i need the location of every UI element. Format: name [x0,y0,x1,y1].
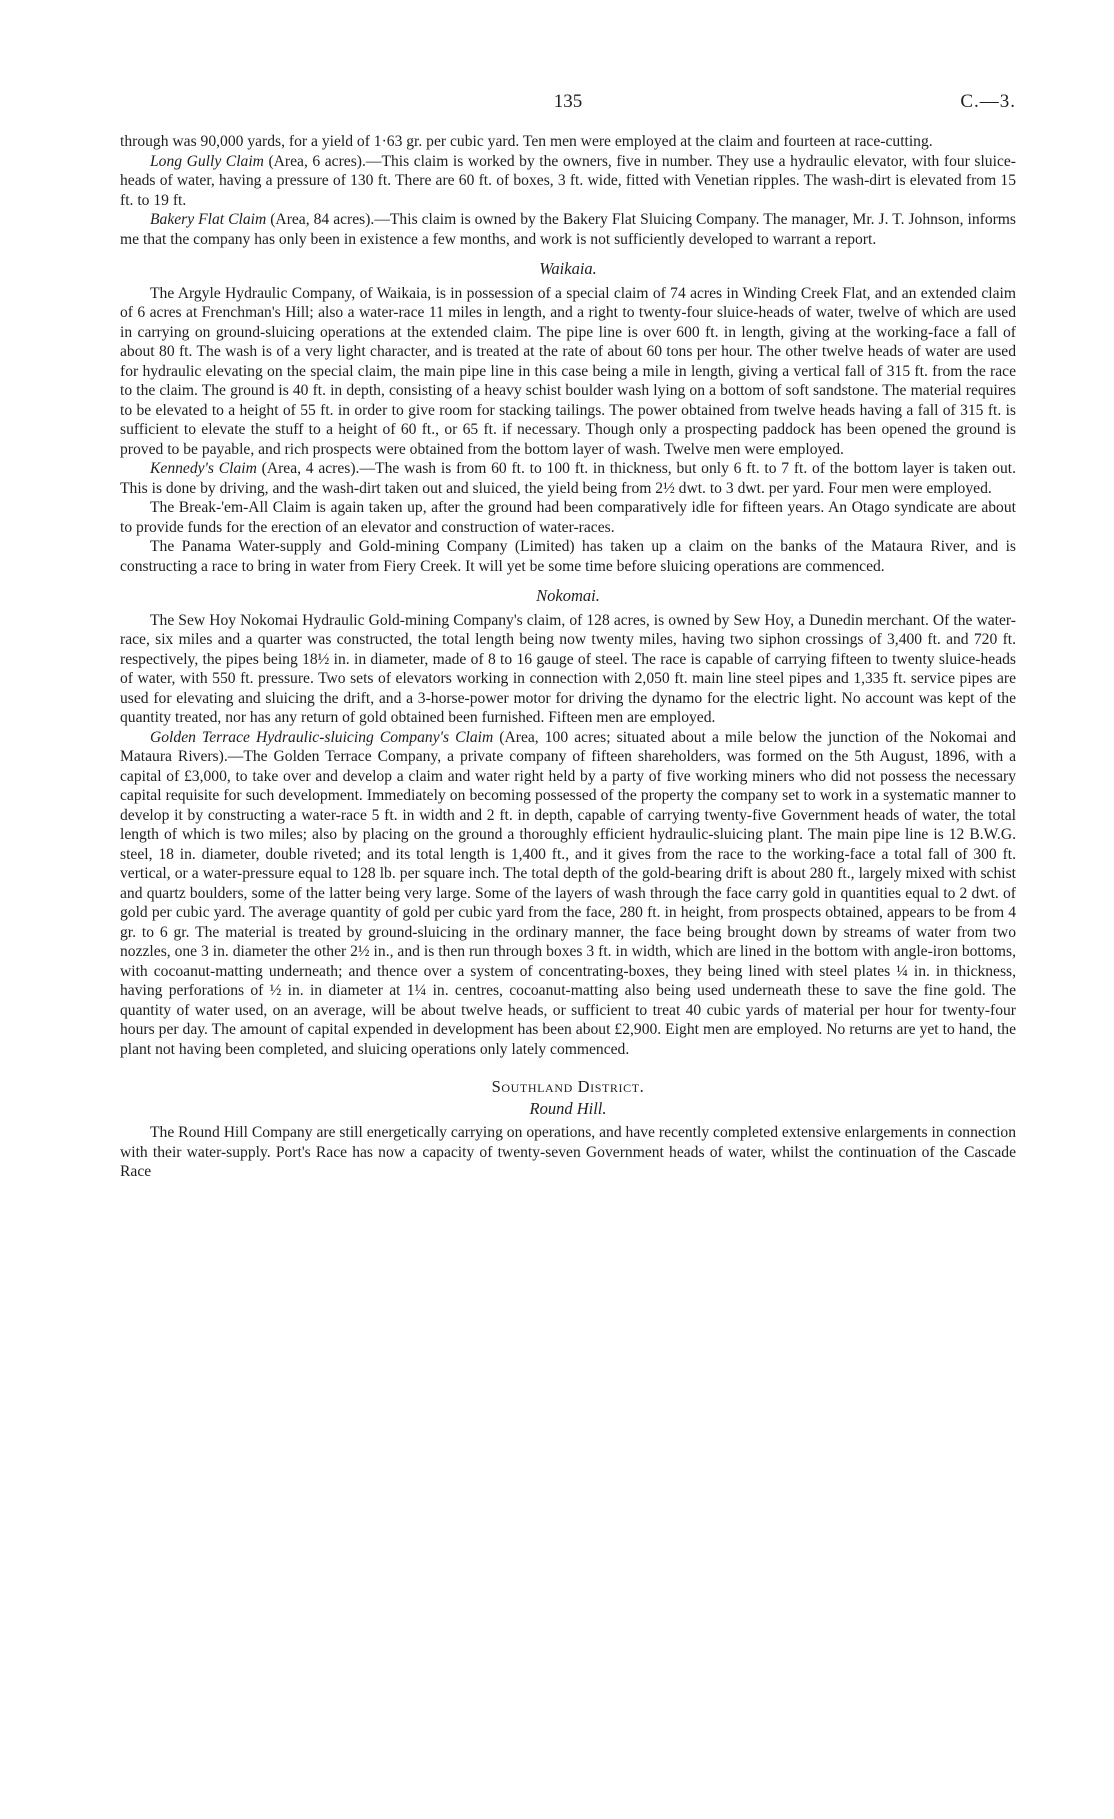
district-heading-southland: Southland District. [491,1077,645,1096]
claim-name-bakery-flat: Bakery Flat Claim [150,211,267,228]
section-heading-waikaia: Waikaia. [539,259,597,278]
paragraph-text: (Area, 4 acres).—The wash is from 60 ft. to 100 ft. in thickness, but only 6 ft. to 7 ft. of the bottom layer is taken out. This is done by driving, and the wash-dirt taken out and sluiced, the yield being from 2½ dwt. to 3 dwt. per yard. Four men were employed. [120,460,1016,497]
paragraph-panama-company: The Panama Water-supply and Gold-mining Company (Limited) has taken up a claim on the banks of the Mataura River, and is constructing a race to bring in water from Fiery Creek. It will yet be some time before sluicing operations are commenced. [120,538,1016,575]
page-number: 135 [553,91,583,112]
section-heading-nokomai: Nokomai. [536,586,600,605]
paragraph-text: (Area, 84 acres).—This claim is owned by the Bakery Flat Sluicing Company. The manager, Mr. J. T. Johnson, informs me that the company has only been in existence a few months, and work is not sufficiently developed to warrant a report. [120,211,1017,248]
paragraph-break-em-all: The Break-'em-All Claim is again taken up, after the ground had been comparatively idle for fifteen years. An Otago syndicate are about to provide funds for the erection of an elevator and construction of water-races. [120,499,1016,536]
page-header [120,92,1016,132]
claim-name-long-gully: Long Gully Claim [150,152,264,170]
paragraph-text: (Area, 6 acres).—This claim is worked by the owners, five in number. They use a hydraulic elevator, with four sluice-heads of water, having a pressure of 130 ft. There are 60 ft. of boxes, 3 ft. wide, fitted with Venetian ripples. The wash-dirt is elevated from 15 ft. to 19 ft. [120,152,1016,209]
paragraph-long-gully-claim [120,152,1016,211]
section-heading-round-hill: Round Hill. [529,1098,607,1118]
paragraph-golden-terrace [120,728,1016,1060]
paragraph-sew-hoy-nokomai: The Sew Hoy Nokomai Hydraulic Gold-mining Company's claim, of 128 acres, is owned by Sew Hoy, a Dunedin merchant. Of the water-race, six miles and a quarter was constructed, the total length being now twenty miles, having two siphon crossings of 3,400 ft. and 720 ft. respectively, the pipes being 18½ in. in diameter, made of 8 to 16 gauge of steel. The race is capable of carrying fifteen to twenty sluice-heads of water, with 550 ft. pressure. Two sets of elevators working in connection with 2,050 ft. main line steel pipes and 1,335 ft. service pipes are used for elevating and sluicing the drift, and a 3-horse-power motor for driving the dynamo for the electric light. No account was kept of the quantity treated, nor has any return of gold obtained been furnished. Fifteen men are employed. [120,611,1016,726]
paragraph-kennedys-claim [120,459,1016,498]
claim-name-kennedys: Kennedy's Claim [150,460,257,477]
document-reference: C.—3. [960,91,1016,112]
paragraph-argyle-hydraulic: The Argyle Hydraulic Company, of Waikaia, is in possession of a special claim of 74 acres in Winding Creek Flat, and an extended claim of 6 acres at Frenchman's Hill; also a water-race 11 miles in length, and a right to twenty-four sluice-heads of water, twelve of which are used in carrying on ground-sluicing operations at the extended claim. The pipe line is over 600 ft. in length, giving at the working-face a fall of about 80 ft. The wash is of a very light character, and is treated at the rate of about 60 tons per hour. The other twelve heads of water are used for hydraulic elevating on the special claim, the main pipe line in this case being a mile in length, giving a vertical fall of 315 ft. from the race to the claim. The ground is 40 ft. in depth, consisting of a heavy schist boulder wash lying on a bottom of soft sandstone. The material requires to be elevated to a height of 55 ft. in order to give room for stacking tailings. The power obtained from twelve heads having a fall of 315 ft. is sufficient to elevate the stuff to a height of 60 ft., or 65 ft. if necessary. Though only a prospecting paddock has been opened the ground is proved to be payable, and rich prospects were obtained from the bottom layer of wash. Twelve men were employed. [120,284,1016,458]
paragraph-round-hill-company: The Round Hill Company are still energetically carrying on operations, and have recently completed extensive enlargements in connection with their water-supply. Port's Race has now a capacity of twenty-seven Government heads of water, whilst the continuation of the Cascade Race [120,1124,1016,1180]
document-body [120,132,1016,1182]
claim-name-golden-terrace: Golden Terrace Hydraulic-sluicing Company's Claim [150,728,494,746]
paragraph-text: (Area, 100 acres; situated about a mile below the junction of the Nokomai and Mataura Rivers).—The Golden Terrace Company, a private company of fifteen shareholders, was formed on the 5th August, 1896, with a capital of £3,000, to take over and develop a claim and water right held by a party of five working miners who did not possess the necessary capital requisite for such development. Immediately on becoming possessed of the property the company set to work in a systematic manner to develop it by constructing a water-race 5 ft. in width and 2 ft. in depth, capable of carrying twenty-five Government heads of water, the total length of which is two miles; also by placing on the ground a thoroughly efficient hydraulic-sluicing plant. The main pipe line is 12 B.W.G. steel, 18 in. diameter, double riveted; and its total length is 1,400 ft., and it gives from the race to the working-face a total fall of 300 ft. vertical, or a water-pressure equal to 128 lb. per square inch. The total depth of the gold-bearing drift is about 280 ft., largely mixed with schist and quartz boulders, some of the latter being very large. Some of the layers of wash through the face carry gold in quantities equal to 2 dwt. of gold per cubic yard. The average quantity of gold per cubic yard from the face, 280 ft. in height, from prospects obtained, appears to be from 4 gr. to 6 gr. The material is treated by ground-sluicing in the ordinary manner, the face being brought down by streams of water from two nozzles, one 3 in. diameter the other 2½ in., and is then run through boxes 3 ft. in width, which are lined in the bottom with angle-iron bottoms, with cocoanut-matting underneath; and thence over a system of concentrating-boxes, they being lined with steel plates ¼ in. in thickness, having perforations of ½ in. in diameter at 1¼ in. centres, cocoanut-matting also being used underneath these to save the fine gold. The quantity of water used, on an average, will be about twelve heads, or sufficient to treat 40 cubic yards of material per hour for twenty-four hours per day. The amount of capital expended in development has been about £2,900. Eight men are employed. No returns are yet to hand, the plant not having been completed, and sluicing operations only lately commenced. [120,728,1016,1058]
paragraph-bakery-flat-claim [120,210,1016,249]
paragraph-continued: through was 90,000 yards, for a yield of 1·63 gr. per cubic yard. Ten men were employed at the claim and fourteen at race-cutting. [120,133,933,150]
